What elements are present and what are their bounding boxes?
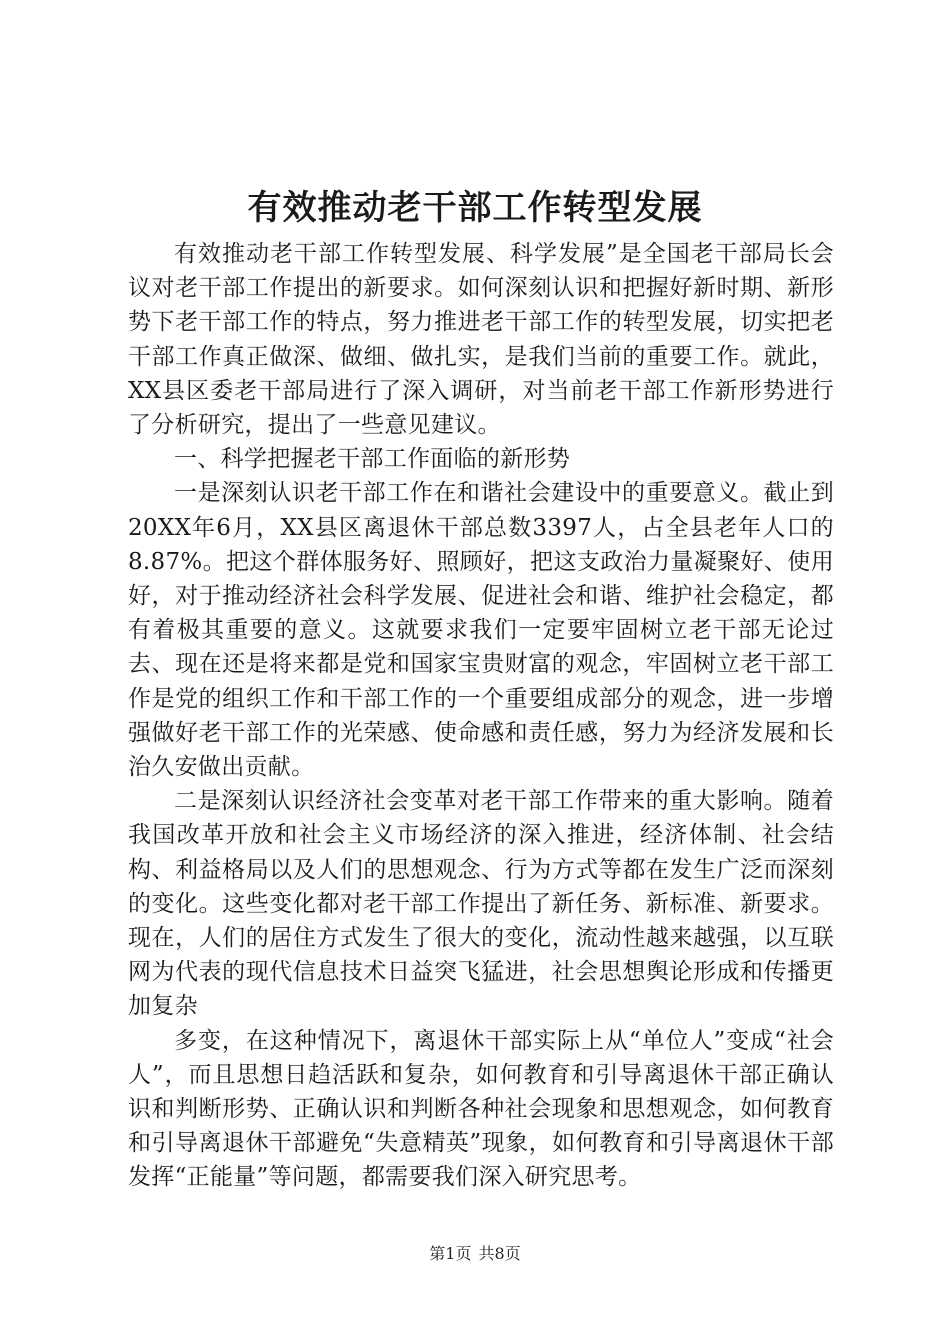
section-heading-1: 一、科学把握老干部工作面临的新形势 bbox=[174, 446, 571, 473]
paragraph-continuation: 多变，在这种情况下，离退休干部实际上从“单位人”变成“社会人”，而且思想日趋活跃和复杂，如何教育和引导离退休干部正确认识和判断形势、正确认识和判断各种社会现象和思想观念，如何教育和引导离退休干部避免“失意精英”现象，如何教育和引导离退休干部发挥“正能量”等问题，都需要我们深入研究思考。 bbox=[128, 1027, 834, 1191]
page-number-footer: 第1页 共8页 bbox=[429, 1244, 521, 1263]
paragraph-point-2: 二是深刻认识经济社会变革对老干部工作带来的重大影响。随着我国改革开放和社会主义市场经济的深入推进，经济体制、社会结构、利益格局以及人们的思想观念、行为方式等都在发生广泛而深刻的变化。这些变化都对老干部工作提出了新任务、新标准、新要求。现在，人们的居住方式发生了很大的变化，流动性越来越强，以互联网为代表的现代信息技术日益突飞猛进，社会思想舆论形成和传播更加复杂 bbox=[128, 788, 834, 1020]
document-title: 有效推动老干部工作转型发展 bbox=[247, 188, 703, 228]
paragraph-intro: 有效推动老干部工作转型发展、科学发展”是全国老干部局长会议对老干部工作提出的新要求。如何深刻认识和把握好新时期、新形势下老干部工作的特点，努力推进老干部工作的转型发展，切实把老干部工作真正做深、做细、做扎实，是我们当前的重要工作。就此，XX县区委老干部局进行了深入调研，对当前老干部工作新形势进行了分析研究，提出了一些意见建议。 bbox=[128, 241, 834, 439]
paragraph-point-1: 一是深刻认识老干部工作在和谐社会建设中的重要意义。截止到20XX年6月，XX县区离退休干部总数3397人，占全县老年人口的8.87%。把这个群体服务好、照顾好，把这支政治力量凝聚好、使用好，对于推动经济社会科学发展、促进社会和谐、维护社会稳定，都有着极其重要的意义。这就要求我们一定要牢固树立老干部无论过去、现在还是将来都是党和国家宝贵财富的观念，牢固树立老干部工作是党的组织工作和干部工作的一个重要组成部分的观念，进一步增强做好老干部工作的光荣感、使命感和责任感，努力为经济发展和长治久安做出贡献。 bbox=[128, 480, 834, 781]
document-body bbox=[128, 237, 834, 1195]
